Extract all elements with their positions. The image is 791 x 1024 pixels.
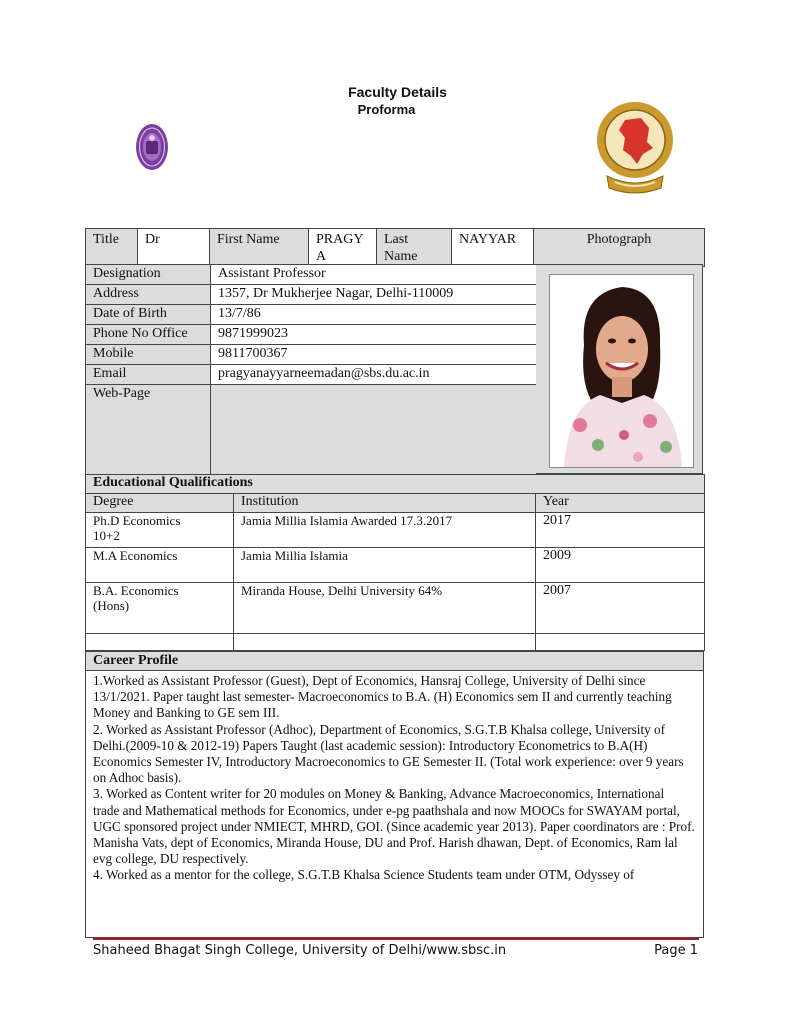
web-page-label: Web-Page [86, 385, 211, 594]
designation-label: Designation [86, 265, 211, 285]
first-name-value [309, 229, 377, 267]
degree-line1: M.A Economics [93, 548, 178, 563]
empty-cell [536, 634, 705, 651]
photograph-cell [536, 264, 703, 474]
education-header-row [86, 494, 705, 513]
year-cell: 2009 [536, 548, 705, 583]
dob-row [86, 305, 537, 325]
year-cell: 2007 [536, 583, 705, 634]
career-paragraph: 3. Worked as Content writer for 20 modules on Money & Banking, Advance Macroeconomics, International [93, 786, 665, 802]
college-crest-logo [135, 123, 169, 171]
education-table [85, 474, 705, 651]
mobile-value: 9811700367 [211, 345, 537, 365]
document-subtitle: Proforma [357, 102, 416, 117]
career-heading: Career Profile [86, 652, 704, 671]
degree-column-header: Degree [86, 494, 234, 513]
table-row [86, 548, 705, 583]
designation-row [86, 265, 537, 285]
degree-cell [86, 513, 234, 548]
document-title: Faculty Details [348, 84, 447, 100]
institution-column-header: Institution [234, 494, 536, 513]
address-label: Address [86, 285, 211, 305]
phone-label: Phone No Office [86, 325, 211, 345]
email-value: pragyanayyarneemadan@sbs.du.ac.in [211, 365, 537, 385]
top-info-table [85, 228, 705, 267]
career-paragraph: 4. Worked as a mentor for the college, S.G.T.B Khalsa Science Students team under OTM, Odyssey of [93, 867, 635, 883]
empty-cell [234, 634, 536, 651]
degree-cell [86, 583, 234, 634]
institution-cell: Jamia Millia Islamia Awarded 17.3.2017 [234, 513, 536, 548]
education-heading: Educational Qualifications [86, 475, 705, 494]
career-body [86, 671, 704, 938]
table-row [86, 513, 705, 548]
phone-value: 9871999023 [211, 325, 537, 345]
first-name-line1: PRAGY [316, 232, 364, 247]
career-profile-table [85, 651, 704, 938]
career-paragraph: Economics Semester IV, Introductory Macroeconomics to GE Semester II. (Total work experience: over 9 years on Adhoc basis). [93, 754, 684, 786]
page-number: Page 1 [654, 943, 698, 958]
empty-cell [86, 634, 234, 651]
dob-label: Date of Birth [86, 305, 211, 325]
mobile-row [86, 345, 537, 365]
footer-college-text: Shaheed Bhagat Singh College, University of Delhi/www.sbsc.in [93, 943, 507, 958]
email-label: Email [86, 365, 211, 385]
last-name-value: NAYYAR [452, 229, 534, 267]
mobile-label: Mobile [86, 345, 211, 365]
degree-line2: 10+2 [93, 528, 120, 543]
dob-value: 13/7/86 [211, 305, 537, 325]
institution-cell: Jamia Millia Islamia [234, 548, 536, 583]
last-name-label-line2: Name [384, 249, 418, 264]
career-paragraph: trade and Mathematical methods for Economics, under e-pg paathshala and now MOOCs for SWAYAM portal, UGC sponsored project under NMIECT, MHRD, GOI. (Since academic year 2013). Paper coordinators are : Prof. Manisha Vats, dept of Economics, Miranda House, DU and Prof. Harish dhawan, Dept. of Economics, Ram lal evg college, DU respectively. [93, 802, 695, 867]
year-cell: 2017 [536, 513, 705, 548]
title-value: Dr [138, 229, 210, 267]
first-name-line2: A [316, 249, 327, 264]
title-label: Title [86, 229, 138, 267]
address-value: 1357, Dr Mukherjee Nagar, Delhi-110009 [211, 285, 537, 305]
degree-line1: Ph.D Economics [93, 513, 181, 528]
career-paragraph: 1.Worked as Assistant Professor (Guest), Dept of Economics, Hansraj College, University of Delhi since 13/1/2021. Paper taught last semester- Macroeconomics to B.A. (H) Economics sem II and currently teaching Money and Banking to GE sem III. [93, 673, 672, 721]
portrait-image [550, 275, 693, 467]
phone-row [86, 325, 537, 345]
degree-cell [86, 548, 234, 583]
table-row-empty [86, 634, 705, 651]
institution-cell: Miranda House, Delhi University 64% [234, 583, 536, 634]
degree-line2: (Hons) [93, 598, 130, 613]
table-row [86, 583, 705, 634]
first-name-label: First Name [210, 229, 309, 267]
footer-divider [93, 937, 699, 940]
faculty-photo [549, 274, 694, 468]
university-seal-logo [595, 98, 675, 198]
career-paragraph: 2. Worked as Assistant Professor (Adhoc), Department of Economics, S.G.T.B Khalsa college, University of Delhi.(2009-10 & 2012-19) Papers Taught (last academic session): Introductory Econometrics to B.A(H) [93, 721, 665, 753]
address-row [86, 285, 537, 305]
degree-line1: B.A. Economics [93, 583, 179, 598]
photograph-label: Photograph [534, 229, 705, 267]
designation-value: Assistant Professor [211, 265, 537, 285]
last-name-label-line1: Last [384, 232, 409, 247]
email-row [86, 365, 537, 385]
last-name-label [377, 229, 452, 267]
year-column-header: Year [536, 494, 705, 513]
